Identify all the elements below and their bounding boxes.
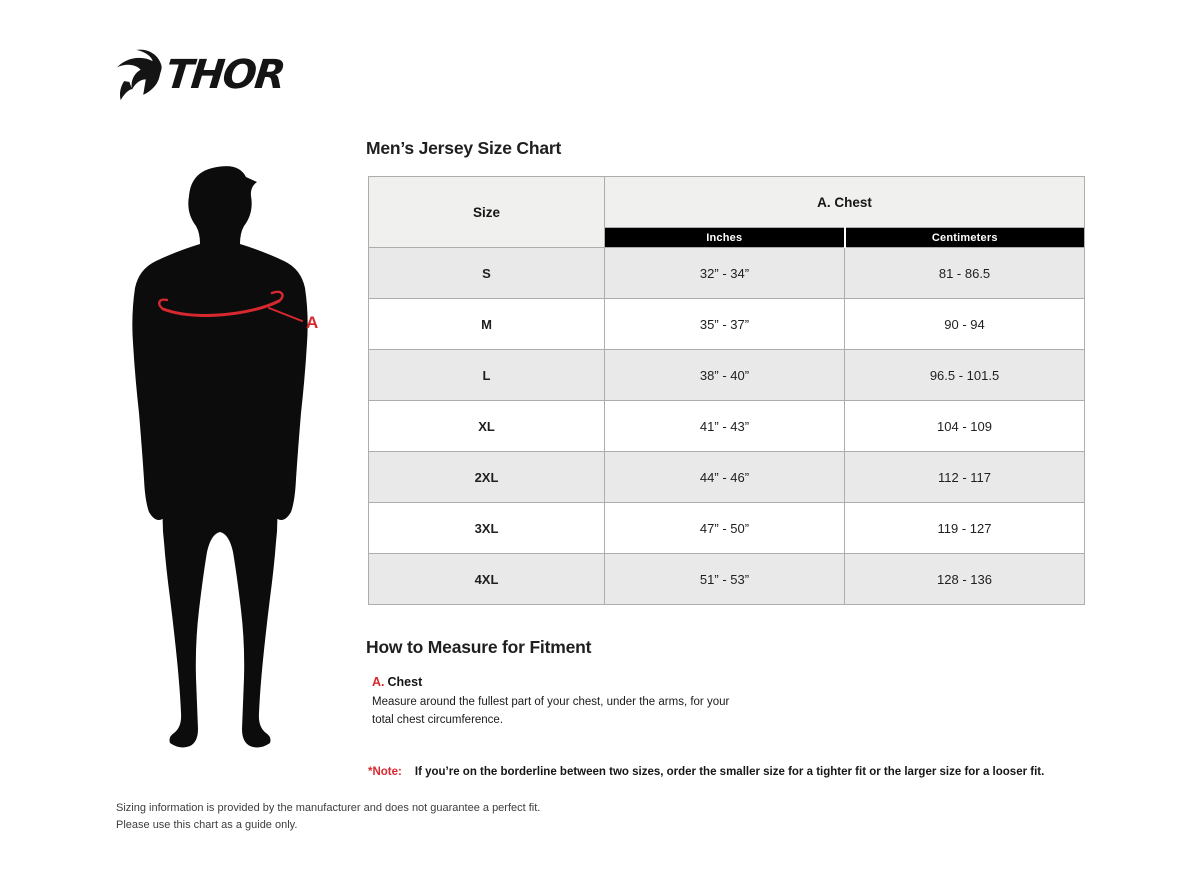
note-text: If you’re on the borderline between two sizes, order the smaller size for a tighter fit or the larger size for a looser fit.: [414, 766, 1045, 778]
size-value: L: [369, 350, 605, 401]
measure-item-chest: [372, 673, 740, 730]
thor-wordmark: THOR: [163, 52, 286, 98]
inches-value: 32” - 34”: [605, 248, 845, 299]
table-row: [369, 350, 1085, 401]
measure-item-heading: [372, 673, 740, 691]
inches-value: 51” - 53”: [605, 554, 845, 605]
column-header-chest: A. Chest: [605, 177, 1085, 228]
cm-value: 96.5 - 101.5: [845, 350, 1085, 401]
size-value: M: [369, 299, 605, 350]
thor-logo: [112, 46, 284, 104]
measure-section-title: How to Measure for Fitment: [366, 637, 592, 657]
size-value: 4XL: [369, 554, 605, 605]
disclaimer-line-1: Sizing information is provided by the manufacturer and does not guarantee a perfect fit.: [116, 802, 541, 814]
table-row: [369, 503, 1085, 554]
cm-value: 104 - 109: [845, 401, 1085, 452]
inches-value: 47” - 50”: [605, 503, 845, 554]
table-row: [369, 401, 1085, 452]
page-title: Men’s Jersey Size Chart: [366, 138, 562, 158]
inches-value: 38” - 40”: [605, 350, 845, 401]
size-value: 3XL: [369, 503, 605, 554]
column-header-size: Size: [369, 177, 605, 248]
disclaimer: [116, 800, 540, 833]
size-value: 2XL: [369, 452, 605, 503]
disclaimer-line-2: Please use this chart as a guide only.: [116, 818, 298, 831]
table-row: [369, 248, 1085, 299]
table-row: [369, 554, 1085, 605]
inches-value: 41” - 43”: [605, 401, 845, 452]
table-row: [369, 299, 1085, 350]
cm-value: 90 - 94: [845, 299, 1085, 350]
thor-helmet-icon: [112, 46, 164, 104]
cm-value: 119 - 127: [845, 503, 1085, 554]
column-header-centimeters: Centimeters: [845, 228, 1085, 248]
measure-item-key: A.: [372, 675, 385, 689]
inches-value: 35” - 37”: [605, 299, 845, 350]
cm-value: 81 - 86.5: [845, 248, 1085, 299]
table-row: [369, 452, 1085, 503]
cm-value: 128 - 136: [845, 554, 1085, 605]
column-header-inches: Inches: [605, 228, 845, 248]
cm-value: 112 - 117: [845, 452, 1085, 503]
size-table: [368, 176, 1085, 605]
sizing-note: [368, 766, 1044, 778]
inches-value: 44” - 46”: [605, 452, 845, 503]
note-label: *Note:: [368, 766, 402, 778]
measure-item-label: Chest: [387, 675, 423, 689]
male-silhouette-figure: [123, 163, 328, 765]
size-value: S: [369, 248, 605, 299]
size-value: XL: [369, 401, 605, 452]
chest-marker-label: A: [306, 313, 319, 332]
measure-item-description: Measure around the fullest part of your chest, under the arms, for your total chest circumference.: [372, 696, 730, 726]
